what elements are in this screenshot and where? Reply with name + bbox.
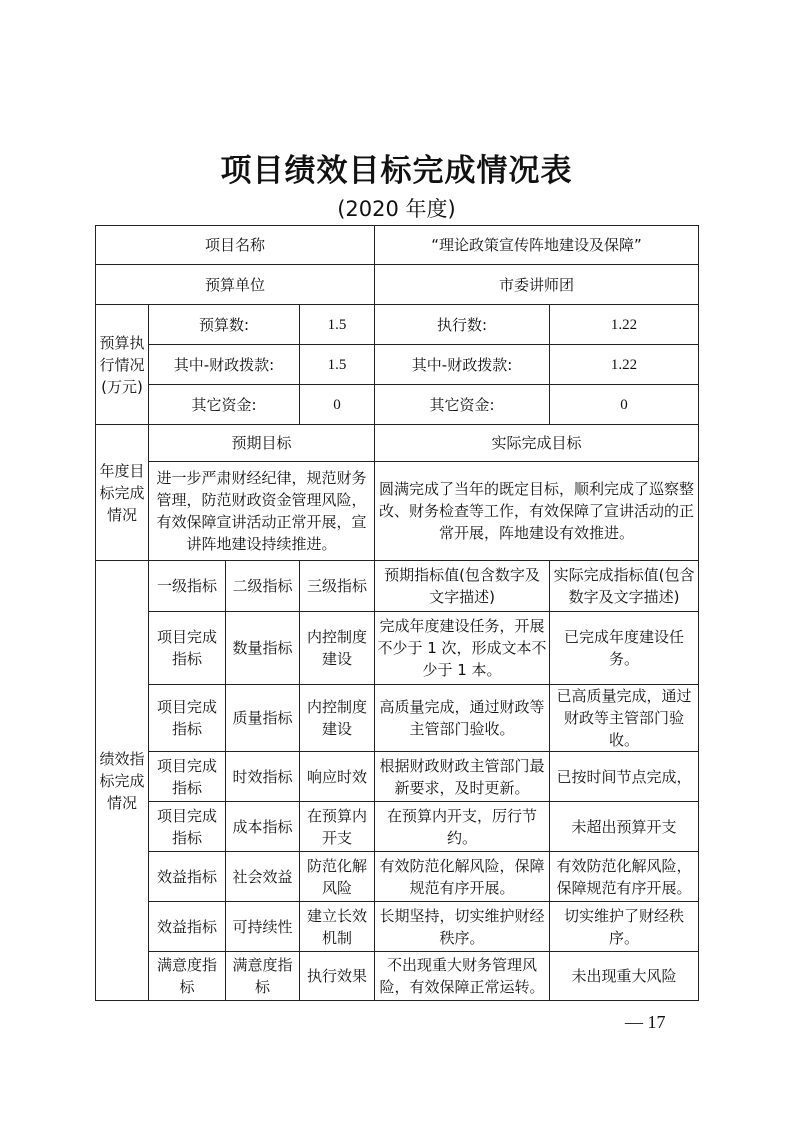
header-level2: 二级指标 (226, 561, 300, 612)
table-row (96, 902, 699, 952)
row-level2: 质量指标 (226, 685, 300, 752)
row-actual: 未超出预算开支 (550, 802, 699, 852)
header-level3: 三级指标 (300, 561, 375, 612)
performance-table (95, 225, 699, 1001)
row-actual: 未出现重大风险 (550, 952, 699, 1001)
row-level2: 成本指标 (226, 802, 300, 852)
row-actual: 切实维护了财经秩序。 (550, 902, 699, 952)
exec-fiscal-label: 其中-财政拨款: (375, 345, 550, 385)
row-actual: 已按时间节点完成， (550, 752, 699, 802)
budget-fiscal-value: 1.5 (300, 345, 375, 385)
exec-amount-value: 1.22 (550, 305, 699, 345)
row-level3: 在预算内开支 (300, 802, 375, 852)
row-level1: 效益指标 (149, 902, 226, 952)
table-row (96, 425, 699, 462)
row-expected: 根据财政财政主管部门最新要求，及时更新。 (375, 752, 550, 802)
table-row (96, 345, 699, 385)
budget-section-label: 预算执行情况(万元) (96, 305, 149, 425)
actual-target-text: 圆满完成了当年的既定目标，顺利完成了巡察整改、财务检查等工作，有效保障了宣讲活动的正常开展，阵地建设有效推进。 (375, 462, 699, 561)
project-name-value: “理论政策宣传阵地建设及保障” (375, 226, 699, 265)
annual-section-label: 年度目标完成情况 (96, 425, 149, 561)
expected-target-text: 进一步严肃财经纪律，规范财务管理，防范财政资金管理风险，有效保障宣讲活动正常开展，宣讲阵地建设持续推进。 (149, 462, 375, 561)
row-level1: 项目完成指标 (149, 802, 226, 852)
exec-other-value: 0 (550, 385, 699, 425)
row-level2: 满意度指标 (226, 952, 300, 1001)
row-level1: 项目完成指标 (149, 612, 226, 685)
table-row (96, 462, 699, 561)
header-actual-value: 实际完成指标值(包含数字及文字描述) (550, 561, 699, 612)
budget-unit-label: 预算单位 (96, 265, 375, 305)
budget-other-label: 其它资金: (149, 385, 300, 425)
exec-amount-label: 执行数: (375, 305, 550, 345)
performance-section-label: 绩效指标完成情况 (96, 561, 149, 1001)
row-expected: 完成年度建设任务，开展不少于 1 次，形成文本不少于 1 本。 (375, 612, 550, 685)
row-level3: 内控制度建设 (300, 612, 375, 685)
row-level2: 社会效益 (226, 852, 300, 902)
row-level2: 时效指标 (226, 752, 300, 802)
row-level2: 数量指标 (226, 612, 300, 685)
budget-amount-label: 预算数: (149, 305, 300, 345)
expected-target-header: 预期目标 (149, 425, 375, 462)
document-subtitle: (2020 年度) (337, 197, 456, 221)
row-level3: 执行效果 (300, 952, 375, 1001)
budget-other-value: 0 (300, 385, 375, 425)
row-expected: 有效防范化解风险，保障规范有序开展。 (375, 852, 550, 902)
row-level3: 内控制度建设 (300, 685, 375, 752)
table-row (96, 752, 699, 802)
table-row (96, 226, 699, 265)
table-row (96, 561, 699, 612)
row-expected: 高质量完成，通过财政等主管部门验收。 (375, 685, 550, 752)
row-level3: 防范化解风险 (300, 852, 375, 902)
row-expected: 长期坚持，切实维护财经秩序。 (375, 902, 550, 952)
row-expected: 在预算内开支，厉行节约。 (375, 802, 550, 852)
table-row (96, 265, 699, 305)
exec-fiscal-value: 1.22 (550, 345, 699, 385)
table-row (96, 802, 699, 852)
header-level1: 一级指标 (149, 561, 226, 612)
row-actual: 已高质量完成，通过财政等主管部门验收。 (550, 685, 699, 752)
row-level3: 响应时效 (300, 752, 375, 802)
header-expected-value: 预期指标值(包含数字及文字描述) (375, 561, 550, 612)
row-level3: 建立长效机制 (300, 902, 375, 952)
row-level2: 可持续性 (226, 902, 300, 952)
row-expected: 不出现重大财务管理风险，有效保障正常运转。 (375, 952, 550, 1001)
table-row (96, 852, 699, 902)
document-title: 项目绩效目标完成情况表 (220, 153, 573, 189)
table-row (96, 385, 699, 425)
table-row (96, 305, 699, 345)
row-level1: 项目完成指标 (149, 752, 226, 802)
table-row (96, 612, 699, 685)
row-level1: 满意度指标 (149, 952, 226, 1001)
actual-target-header: 实际完成目标 (375, 425, 699, 462)
budget-fiscal-label: 其中-财政拨款: (149, 345, 300, 385)
row-level1: 效益指标 (149, 852, 226, 902)
project-name-label: 项目名称 (96, 226, 375, 265)
exec-other-label: 其它资金: (375, 385, 550, 425)
row-actual: 已完成年度建设任务。 (550, 612, 699, 685)
table-row (96, 685, 699, 752)
table-row (96, 952, 699, 1001)
page-number: — 17 (625, 1012, 666, 1032)
row-actual: 有效防范化解风险，保障规范有序开展。 (550, 852, 699, 902)
row-level1: 项目完成指标 (149, 685, 226, 752)
budget-unit-value: 市委讲师团 (375, 265, 699, 305)
budget-amount-value: 1.5 (300, 305, 375, 345)
